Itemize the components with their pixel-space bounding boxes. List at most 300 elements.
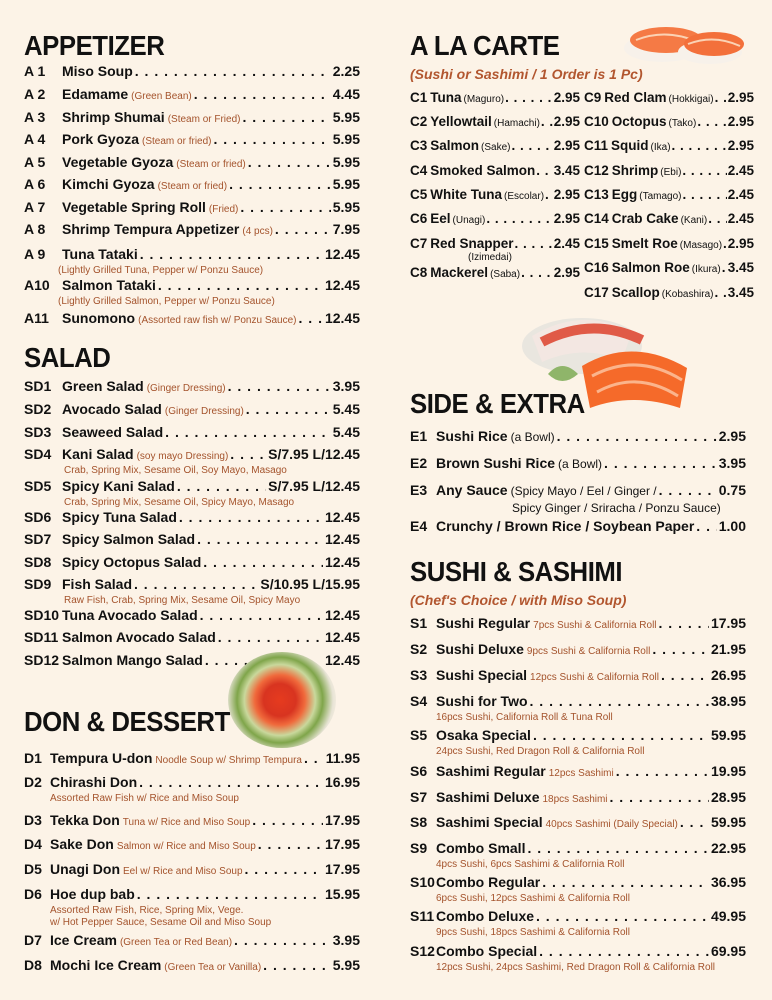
menu-item xyxy=(410,693,746,709)
item-description: 6pcs Sushi, 12pcs Sashimi & California Roll xyxy=(436,893,630,904)
item-code: E1 xyxy=(410,428,428,444)
item-price: 59.95 xyxy=(710,727,746,743)
item-price: 2.45 xyxy=(727,187,754,202)
item-code: C2 xyxy=(410,114,428,129)
menu-item xyxy=(24,424,360,440)
item-price: 3.95 xyxy=(332,378,360,394)
item-name: Salmon Tataki xyxy=(62,277,156,293)
item-code: D4 xyxy=(24,836,42,852)
item-code: D7 xyxy=(24,932,42,948)
item-name: Kimchi Gyoza xyxy=(62,176,155,192)
item-note: (Green Tea or Vanilla) xyxy=(164,962,262,973)
item-name: Kani Salad xyxy=(62,446,134,462)
item-name: Osaka Special xyxy=(436,727,531,743)
item-note: Noodle Soup w/ Shrimp Tempura xyxy=(155,755,302,766)
item-description: Assorted Raw Fish w/ Rice and Miso Soup xyxy=(50,793,239,804)
leader-dots xyxy=(242,109,330,125)
item-name: Sashimi Regular xyxy=(436,763,546,779)
item-code: A11 xyxy=(24,310,49,326)
item-price: 19.95 xyxy=(710,763,746,779)
item-name: Ice Cream xyxy=(50,932,117,948)
item-description: w/ Hot Pepper Sauce, Sesame Oil and Miso Soup xyxy=(50,917,272,928)
item-name: Tuna Tataki xyxy=(62,246,138,262)
item-name: Eel xyxy=(430,211,451,226)
item-price: 15.95 xyxy=(324,886,360,902)
leader-dots xyxy=(158,277,323,293)
leader-dots xyxy=(527,840,708,856)
item-name: Salmon xyxy=(430,138,480,153)
item-price: 2.45 xyxy=(553,236,580,251)
menu-item xyxy=(410,428,746,444)
leader-dots xyxy=(530,693,709,709)
item-name: Mochi Ice Cream xyxy=(50,957,162,973)
menu-item xyxy=(410,641,746,657)
item-code: SD8 xyxy=(24,554,52,570)
item-code: S9 xyxy=(410,840,428,856)
leader-dots xyxy=(177,478,266,494)
leader-dots xyxy=(218,629,323,645)
item-name: Miso Soup xyxy=(62,63,133,79)
item-price: 5.95 xyxy=(332,199,360,215)
a-la-carte-item xyxy=(410,138,580,153)
item-price: 5.45 xyxy=(332,401,360,417)
a-la-carte-item xyxy=(410,90,580,105)
item-name: Sunomono xyxy=(62,310,136,326)
item-code: S4 xyxy=(410,693,428,709)
leader-dots xyxy=(616,763,709,779)
item-code: SD1 xyxy=(24,378,52,394)
item-name: Tekka Don xyxy=(50,812,120,828)
item-code: D5 xyxy=(24,861,42,877)
appetizer-heading: APPETIZER xyxy=(24,30,165,61)
item-note: (Tako) xyxy=(668,118,697,129)
item-price: 2.95 xyxy=(553,90,580,105)
item-price: 12.45 xyxy=(324,277,360,293)
item-code: C14 xyxy=(584,211,609,226)
menu-item xyxy=(410,874,746,890)
item-price: 7.95 xyxy=(332,221,360,237)
leader-dots xyxy=(521,265,553,280)
item-name: Combo Special xyxy=(436,943,538,959)
item-note: 12pcs Sashimi xyxy=(548,768,614,779)
a-la-carte-item xyxy=(584,138,754,153)
leader-dots xyxy=(214,131,331,147)
item-code: A 2 xyxy=(24,86,46,102)
item-name: Combo Deluxe xyxy=(436,908,535,924)
leader-dots xyxy=(179,509,323,525)
item-name: Spicy Octopus Salad xyxy=(62,554,202,570)
item-code: C13 xyxy=(584,187,609,202)
leader-dots xyxy=(258,836,323,852)
item-code: SD7 xyxy=(24,531,52,547)
leader-dots xyxy=(715,90,727,105)
item-code: E4 xyxy=(410,518,428,534)
leader-dots xyxy=(229,176,331,192)
item-code: A 3 xyxy=(24,109,46,125)
item-code: SD9 xyxy=(24,576,52,592)
leader-dots xyxy=(139,774,323,790)
item-name: White Tuna xyxy=(430,187,503,202)
item-price: 22.95 xyxy=(710,840,746,856)
leader-dots xyxy=(137,886,323,902)
item-price: 4.45 xyxy=(332,86,360,102)
leader-dots xyxy=(714,285,726,300)
leader-dots xyxy=(541,114,553,129)
leader-dots xyxy=(135,63,331,79)
leader-dots xyxy=(486,211,552,226)
sushi-sashimi-heading: SUSHI & SASHIMI xyxy=(410,556,623,587)
item-note: Tuna w/ Rice and Miso Soup xyxy=(122,817,251,828)
menu-item xyxy=(24,63,360,79)
item-name: Vegetable Spring Roll xyxy=(62,199,206,215)
item-code: A10 xyxy=(24,277,50,293)
leader-dots xyxy=(197,531,323,547)
leader-dots xyxy=(652,641,709,657)
menu-item xyxy=(24,957,360,973)
menu-item xyxy=(24,86,360,102)
item-note: Salmon w/ Rice and Miso Soup xyxy=(116,841,256,852)
sushi-sashimi-subtitle: (Chef's Choice / with Miso Soup) xyxy=(410,592,627,608)
item-price: 2.95 xyxy=(553,265,580,280)
leader-dots xyxy=(248,154,331,170)
a-la-carte-heading: A LA CARTE xyxy=(410,30,560,61)
item-note: 7pcs Sushi & California Roll xyxy=(533,620,657,631)
item-name: Sushi Special xyxy=(436,667,528,683)
item-code: D2 xyxy=(24,774,42,790)
item-name: Combo Regular xyxy=(436,874,541,890)
item-price: 12.45 xyxy=(324,554,360,570)
leader-dots xyxy=(299,310,323,326)
menu-item xyxy=(410,943,746,959)
item-name: Unagi Don xyxy=(50,861,120,877)
a-la-carte-item xyxy=(410,211,580,226)
item-price: 2.95 xyxy=(553,211,580,226)
item-code: C15 xyxy=(584,236,609,251)
item-price: 3.95 xyxy=(332,932,360,948)
item-name: Shrimp Shumai xyxy=(62,109,165,125)
don-dessert-heading: DON & DESSERT xyxy=(24,706,230,737)
leader-dots xyxy=(505,90,553,105)
item-code: C4 xyxy=(410,163,428,178)
a-la-carte-item xyxy=(584,236,754,251)
item-name: Hoe dup bab xyxy=(50,886,135,902)
item-note: (Ginger Dressing) xyxy=(164,406,244,417)
item-code: S3 xyxy=(410,667,428,683)
item-note: (Escolar) xyxy=(504,191,545,202)
item-code: SD12 xyxy=(24,652,60,668)
item-name: Seaweed Salad xyxy=(62,424,164,440)
item-name: Sashimi Special xyxy=(436,814,543,830)
item-description: Crab, Spring Mix, Sesame Oil, Soy Mayo, Masago xyxy=(64,465,287,476)
item-price: 2.95 xyxy=(553,114,580,129)
leader-dots xyxy=(515,236,553,251)
leader-dots xyxy=(536,163,552,178)
menu-item xyxy=(24,131,360,147)
item-name: Fish Salad xyxy=(62,576,133,592)
item-code: C6 xyxy=(410,211,428,226)
item-code: S5 xyxy=(410,727,428,743)
menu-item xyxy=(24,750,360,766)
leader-dots xyxy=(246,401,331,417)
menu-item xyxy=(24,836,360,852)
item-price: 17.95 xyxy=(710,615,746,631)
leader-dots xyxy=(604,455,717,471)
item-price: 0.75 xyxy=(718,482,746,498)
item-code: SD10 xyxy=(24,607,60,623)
item-code: C12 xyxy=(584,163,609,178)
item-note: (Masago) xyxy=(679,240,723,251)
item-price: 3.95 xyxy=(718,455,746,471)
menu-item xyxy=(24,554,360,570)
item-price: S/7.95 L/12.45 xyxy=(268,478,360,494)
item-code: D3 xyxy=(24,812,42,828)
item-description: (Izimedai) xyxy=(468,252,512,263)
item-price: 69.95 xyxy=(710,943,746,959)
item-price: 2.95 xyxy=(727,236,754,251)
leader-dots xyxy=(682,163,726,178)
item-description: 24pcs Sushi, Red Dragon Roll & California Roll xyxy=(436,746,645,757)
leader-dots xyxy=(696,518,716,534)
menu-item xyxy=(24,246,360,262)
item-price: 2.95 xyxy=(727,114,754,129)
menu-item xyxy=(410,763,746,779)
item-price: 2.45 xyxy=(727,163,754,178)
item-name: Red Clam xyxy=(604,90,667,105)
menu-item xyxy=(24,531,360,547)
item-name: Smoked Salmon xyxy=(430,163,536,178)
menu-item xyxy=(410,615,746,631)
leader-dots xyxy=(245,861,323,877)
item-price: 5.95 xyxy=(332,109,360,125)
item-name: Squid xyxy=(611,138,649,153)
item-name: Octopus xyxy=(611,114,667,129)
salad-heading: SALAD xyxy=(24,342,111,373)
menu-item xyxy=(410,518,746,534)
a-la-carte-item xyxy=(410,265,580,280)
item-note: 40pcs Sashimi (Daily Special) xyxy=(545,819,678,830)
menu-item xyxy=(24,154,360,170)
leader-dots xyxy=(723,236,727,251)
leader-dots xyxy=(140,246,323,262)
item-note: (Ginger Dressing) xyxy=(146,383,226,394)
item-price: 2.95 xyxy=(553,138,580,153)
item-name: Salmon Avocado Salad xyxy=(62,629,216,645)
item-note: (Unagi) xyxy=(452,215,486,226)
menu-item xyxy=(24,509,360,525)
item-note: (Steam or fried) xyxy=(157,181,228,192)
item-name: Sake Don xyxy=(50,836,114,852)
menu-item xyxy=(24,607,360,623)
item-code: C11 xyxy=(584,138,609,153)
item-price: 38.95 xyxy=(710,693,746,709)
leader-dots xyxy=(203,554,323,570)
item-price: 1.00 xyxy=(718,518,746,534)
leader-dots xyxy=(194,86,331,102)
leader-dots xyxy=(661,667,709,683)
item-name: Yellowtail xyxy=(430,114,492,129)
menu-item xyxy=(24,176,360,192)
item-price: S/10.95 L/15.95 xyxy=(260,576,360,592)
leader-dots xyxy=(252,812,323,828)
item-note: (soy mayo Dressing) xyxy=(136,451,229,462)
menu-item xyxy=(24,886,360,902)
item-price: 26.95 xyxy=(710,667,746,683)
item-description: Raw Fish, Crab, Spring Mix, Sesame Oil, Spicy Mayo xyxy=(64,595,301,606)
item-price: 2.95 xyxy=(718,428,746,444)
item-code: A 7 xyxy=(24,199,46,215)
menu-item xyxy=(24,932,360,948)
item-code: S2 xyxy=(410,641,428,657)
item-price: 49.95 xyxy=(710,908,746,924)
menu-item xyxy=(24,310,360,326)
item-name: Salmon Roe xyxy=(611,260,690,275)
item-price: 2.95 xyxy=(553,187,580,202)
salad-bowl-photo xyxy=(228,652,336,748)
leader-dots xyxy=(165,424,331,440)
item-note: Eel w/ Rice and Miso Soup xyxy=(123,866,243,877)
item-note: 18pcs Sashimi xyxy=(542,794,608,805)
item-name: Shrimp Tempura Appetizer xyxy=(62,221,240,237)
item-price: S/7.95 L/12.45 xyxy=(268,446,360,462)
leader-dots xyxy=(659,482,717,498)
menu-item xyxy=(410,908,746,924)
item-name: Tuna Avocado Salad xyxy=(62,607,198,623)
item-code: A 5 xyxy=(24,154,46,170)
item-price: 11.95 xyxy=(325,750,360,766)
item-code: S6 xyxy=(410,763,428,779)
item-note: (Saba) xyxy=(490,269,521,280)
item-code: D1 xyxy=(24,750,42,766)
leader-dots xyxy=(659,615,709,631)
item-description: Crab, Spring Mix, Sesame Oil, Spicy Mayo, Masago xyxy=(64,497,295,508)
item-note: (a Bowl) xyxy=(510,430,555,444)
leader-dots xyxy=(134,576,258,592)
item-note: (Steam or Fried) xyxy=(167,114,241,125)
item-price: 12.45 xyxy=(324,607,360,623)
menu-item xyxy=(410,789,746,805)
item-code: C17 xyxy=(584,285,609,300)
leader-dots xyxy=(708,211,726,226)
menu-item xyxy=(24,277,360,293)
item-price: 12.45 xyxy=(324,310,360,326)
item-name: Red Snapper xyxy=(430,236,514,251)
leader-dots xyxy=(697,114,726,129)
item-name: Spicy Salmon Salad xyxy=(62,531,196,547)
item-description: Assorted Raw Fish, Rice, Spring Mix, Vege. xyxy=(50,905,244,916)
item-price: 12.45 xyxy=(324,652,360,668)
item-price: 36.95 xyxy=(710,874,746,890)
a-la-carte-item xyxy=(584,90,754,105)
menu-item xyxy=(410,814,746,830)
item-code: E3 xyxy=(410,482,428,498)
item-price: 12.45 xyxy=(324,246,360,262)
item-note: (Sake) xyxy=(481,142,511,153)
item-note: (Fried) xyxy=(208,204,239,215)
a-la-carte-item xyxy=(584,187,754,202)
leader-dots xyxy=(683,187,727,202)
item-name: Sushi for Two xyxy=(436,693,528,709)
item-name: Avocado Salad xyxy=(62,401,162,417)
menu-item xyxy=(24,199,360,215)
item-code: S8 xyxy=(410,814,428,830)
item-code: SD2 xyxy=(24,401,52,417)
a-la-carte-item xyxy=(410,114,580,129)
menu-item xyxy=(410,482,746,498)
item-name: Scallop xyxy=(611,285,660,300)
item-description: Spicy Ginger / Sriracha / Ponzu Sauce) xyxy=(512,501,721,515)
a-la-carte-item xyxy=(410,163,580,178)
item-description: (Lightly Grilled Salmon, Pepper w/ Ponzu Sauce) xyxy=(58,296,275,307)
item-note: (Kobashira) xyxy=(661,289,714,300)
item-price: 3.45 xyxy=(727,285,754,300)
item-note: (Kani) xyxy=(680,215,708,226)
sashimi-plate-photo xyxy=(512,296,702,416)
item-note: 12pcs Sushi & California Roll xyxy=(530,672,659,683)
item-price: 2.95 xyxy=(727,138,754,153)
a-la-carte-item xyxy=(584,211,754,226)
item-code: E2 xyxy=(410,455,428,471)
item-price: 5.95 xyxy=(332,957,360,973)
menu-item xyxy=(410,667,746,683)
item-description: 12pcs Sushi, 24pcs Sashimi, Red Dragon Roll & California Roll xyxy=(436,962,716,973)
menu-item xyxy=(24,401,360,417)
leader-dots xyxy=(263,957,331,973)
salmon-nigiri-photo xyxy=(622,18,746,68)
item-name: Crab Cake xyxy=(611,211,679,226)
item-name: Sashimi Deluxe xyxy=(436,789,540,805)
item-name: Any Sauce xyxy=(436,482,508,498)
a-la-carte-subtitle: (Sushi or Sashimi / 1 Order is 1 Pc) xyxy=(410,66,643,82)
item-name: Crunchy / Brown Rice / Soybean Paper xyxy=(436,518,695,534)
item-price: 59.95 xyxy=(710,814,746,830)
item-name: Vegetable Gyoza xyxy=(62,154,174,170)
item-note: (Assorted raw fish w/ Ponzu Sauce) xyxy=(138,315,297,326)
leader-dots xyxy=(533,727,709,743)
menu-item xyxy=(24,576,360,592)
item-code: S11 xyxy=(410,908,435,924)
menu-item xyxy=(410,727,746,743)
menu-item xyxy=(24,774,360,790)
item-name: Pork Gyoza xyxy=(62,131,140,147)
leader-dots xyxy=(511,138,552,153)
item-code: D6 xyxy=(24,886,42,902)
a-la-carte-item xyxy=(584,260,754,275)
leader-dots xyxy=(230,446,266,462)
item-note: (Steam or fried) xyxy=(142,136,212,147)
leader-dots xyxy=(275,221,331,237)
item-price: 5.95 xyxy=(332,131,360,147)
item-note: (Ebi) xyxy=(660,167,682,178)
item-code: A 8 xyxy=(24,221,46,237)
item-name: Sushi Regular xyxy=(436,615,531,631)
item-price: 5.95 xyxy=(332,176,360,192)
item-code: A 6 xyxy=(24,176,46,192)
item-code: S12 xyxy=(410,943,435,959)
leader-dots xyxy=(200,607,323,623)
item-name: Chirashi Don xyxy=(50,774,138,790)
item-note: (Steam or fried) xyxy=(176,159,246,170)
item-note: (Ikura) xyxy=(691,264,721,275)
item-code: SD4 xyxy=(24,446,52,462)
item-code: S10 xyxy=(410,874,435,890)
menu-item xyxy=(24,109,360,125)
item-price: 5.45 xyxy=(332,424,360,440)
item-price: 28.95 xyxy=(710,789,746,805)
item-code: A 4 xyxy=(24,131,46,147)
menu-item xyxy=(24,378,360,394)
a-la-carte-item xyxy=(584,114,754,129)
item-note: (Maguro) xyxy=(463,94,505,105)
